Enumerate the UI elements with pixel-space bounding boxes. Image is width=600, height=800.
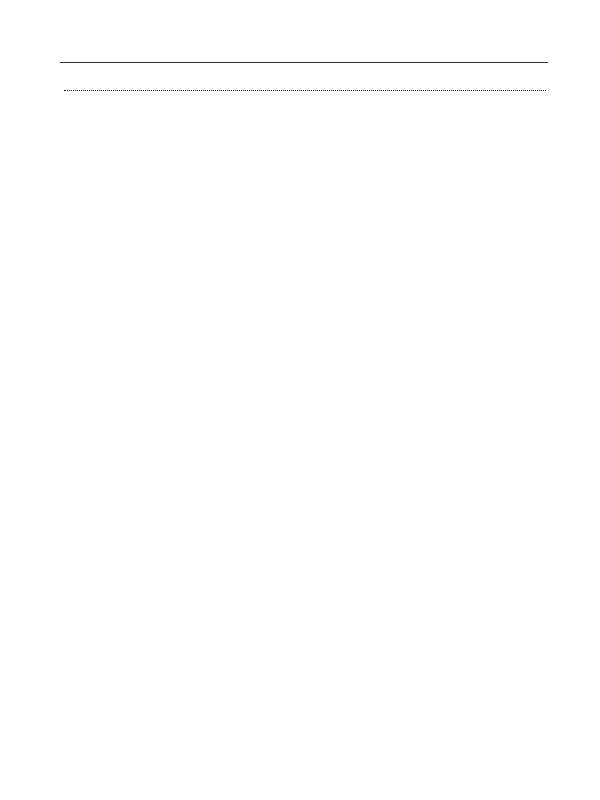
header-rule: [60, 62, 548, 63]
table-of-contents: [62, 70, 548, 92]
section-heading: [62, 82, 548, 92]
section-heading-line-3-row: [62, 82, 548, 92]
leader-dots: [64, 81, 546, 91]
